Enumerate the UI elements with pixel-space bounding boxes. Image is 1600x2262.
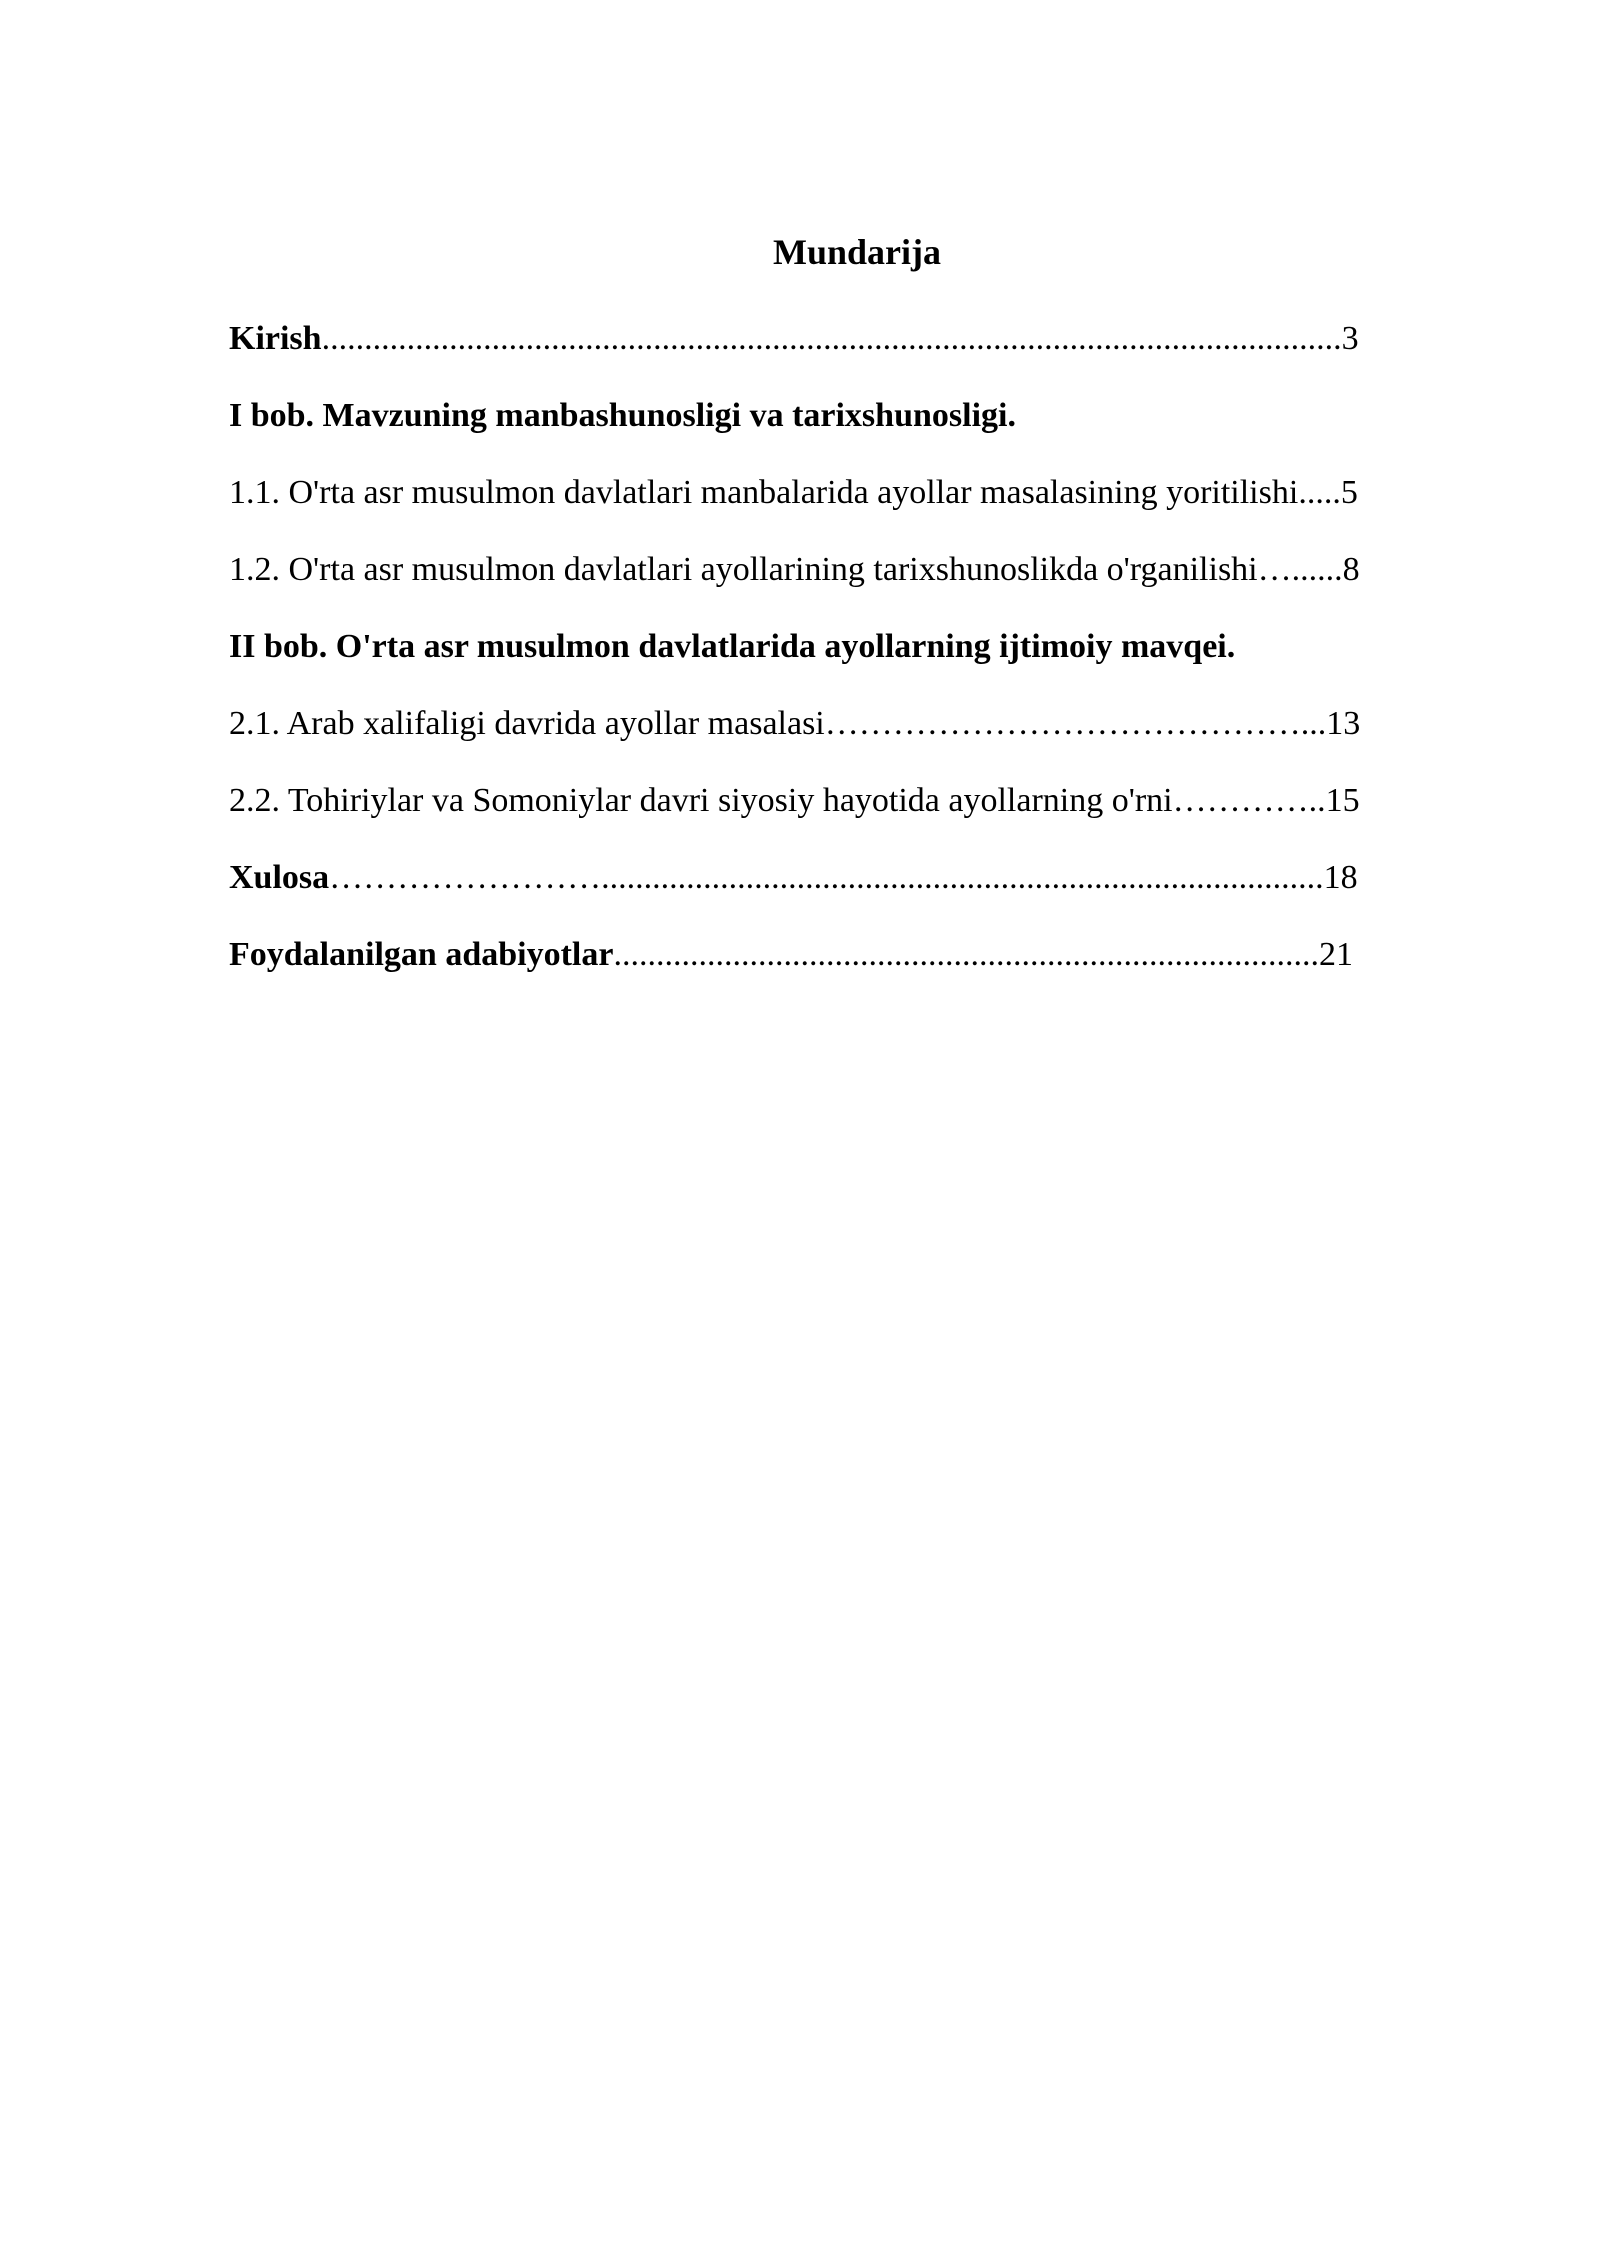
toc-chapter-1 — [229, 377, 1485, 454]
toc-chapter-label: I bob. Mavzuning manbashunosligi va tarixshunosligi. — [229, 397, 1016, 434]
toc-entry-adabiyotlar — [229, 916, 1485, 993]
toc-entry-page: 8 — [1342, 551, 1360, 588]
toc-entry-leader: ........................................................................................................................ — [321, 320, 1342, 357]
toc-entry-1-1 — [229, 454, 1485, 531]
toc-entry-page: 21 — [1318, 936, 1353, 973]
toc-entry-1-2 — [229, 531, 1485, 608]
toc-chapter-label: II bob. O'rta asr musulmon davlatlarida ayollarning ijtimoiy mavqei. — [229, 628, 1236, 665]
toc-entry-label: 1.1. O'rta asr musulmon davlatlari manbalarida ayollar masalasining yoritilishi — [229, 474, 1299, 511]
toc-entry-kirish — [229, 300, 1485, 377]
toc-entry-page: 18 — [1323, 859, 1358, 896]
toc-entry-page: 5 — [1340, 474, 1358, 511]
toc-entry-label: 2.1. Arab xalifaligi davrida ayollar masalasi — [229, 705, 825, 742]
toc-entry-label: Xulosa — [229, 859, 330, 896]
table-of-contents — [229, 224, 1485, 993]
toc-entry-2-2 — [229, 762, 1485, 839]
toc-title: Mundarija — [772, 232, 941, 272]
toc-entry-leader: ……………………………………... — [824, 705, 1327, 742]
toc-entry-leader: ……………………..................................................................................... — [329, 859, 1324, 896]
toc-entry-label: 2.2. Tohiriylar va Somoniylar davri siyosiy hayotida ayollarning o'rni — [229, 782, 1173, 819]
toc-entry-leader: ………….. — [1172, 782, 1326, 819]
toc-entry-2-1 — [229, 685, 1485, 762]
toc-chapter-2 — [229, 608, 1485, 685]
toc-entry-xulosa — [229, 839, 1485, 916]
toc-entry-label: Kirish — [229, 320, 322, 357]
toc-entry-leader: ................................................................................... — [613, 936, 1319, 973]
toc-entry-leader: ..... — [1298, 474, 1341, 511]
toc-entry-leader: …...... — [1257, 551, 1343, 588]
toc-entry-label: 1.2. O'rta asr musulmon davlatlari ayollarining tarixshunoslikda o'rganilishi — [229, 551, 1258, 588]
toc-entry-page: 15 — [1325, 782, 1360, 819]
toc-entry-label: Foydalanilgan adabiyotlar — [229, 936, 614, 973]
toc-entry-page: 13 — [1326, 705, 1361, 742]
toc-entry-page: 3 — [1341, 320, 1359, 357]
